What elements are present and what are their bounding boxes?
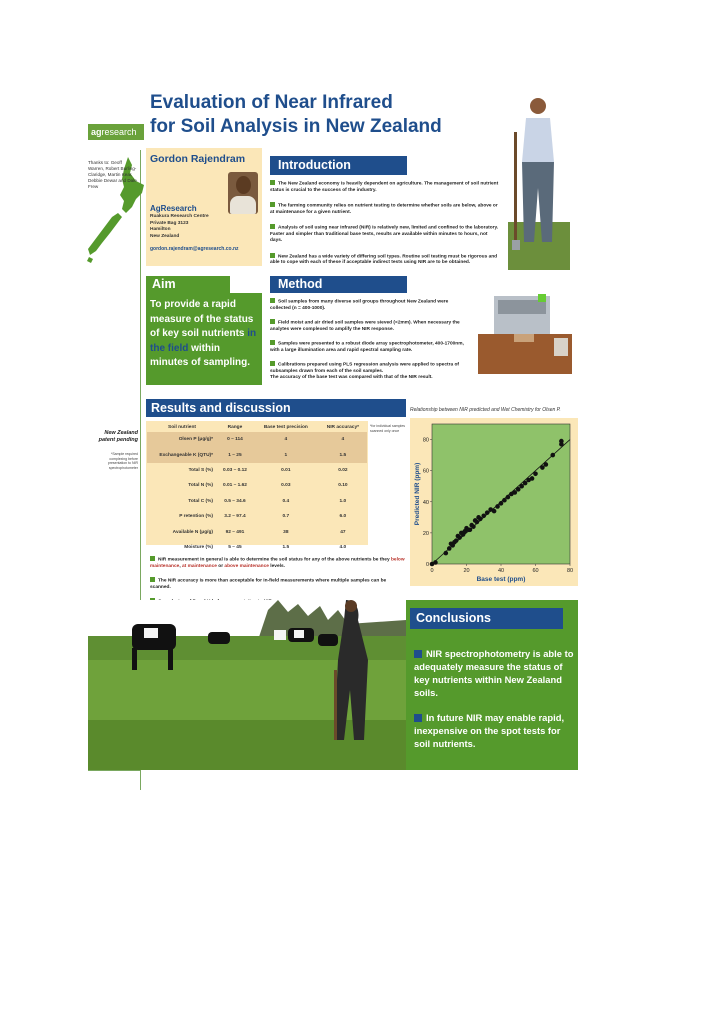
- results-body: NIR measurement in general is able to determine the soil status for any of the above nutrients be they below maintenance, at maintenance or above maintenance levels. The NIR accuracy is more than acceptable for in-field measurements where multiple samples can be scanned.: [150, 556, 405, 626]
- y-tick-label: 60: [422, 468, 429, 475]
- data-point: [513, 490, 518, 495]
- bullet-icon: [270, 253, 275, 258]
- column-header: Base test precision: [263, 425, 308, 430]
- organisation-name: AgResearch: [150, 204, 197, 213]
- bullet-icon: [270, 202, 275, 207]
- data-point: [478, 517, 483, 522]
- data-point: [454, 538, 459, 543]
- method-body: Soil samples from many diverse soil groups throughout New Zealand were collected (n = 400-1000). Field moist and air dried soil samples were sieved (<2mm). When necessary the analytes were complexed to amplify the NIR response. Samples were presented to a robust diode array spectrophotometer, 400-1700nm, with a large illumination area and rapid spectral sampling rate. Calibrations prepared using PLS regression analysis were applied to spectra of subsamples drawn from each of the soil samples. The accuracy of the base test was compared with that of the NIR result.: [270, 299, 464, 381]
- acknowledgements: Thanks to: Geoff Warren, Robert Burling-Claridge, Martin Kear, Debbie Dewar and Dale Frew: [88, 160, 137, 189]
- table-row: Total N (%) 0.01 – 1.62 0.03 0.10: [188, 483, 348, 489]
- data-point: [457, 535, 462, 540]
- spectrophotometer-photo: [474, 290, 576, 380]
- data-point: [530, 476, 535, 481]
- x-tick-label: 20: [463, 568, 470, 574]
- data-point: [481, 513, 486, 518]
- results-heading: Results and discussion: [146, 399, 406, 417]
- y-tick-label: 40: [422, 499, 429, 506]
- column-header: Range: [227, 425, 243, 430]
- table-row: Available N (μg/g) 92 – 491 38 47: [172, 529, 346, 535]
- bullet-icon: [414, 650, 422, 658]
- introduction-body: The New Zealand economy is heavily dependent on agriculture. The management of soil nutrient status is crucial to the success of the industry. The farming community relies on nutrient testing to determine whether soils are below, above or at maintenance for a given nutrient. Analysis of soil using near infrared (NIR) is relatively new, limited and confined to the laboratory. Faster and simpler than traditional base tests, results are available within minutes to hours, not days. New Zealand has a wide variety of differing soil types. Routine soil testing must be rigorous and able to cope with each of these if acceptable indirect tests using NIR are to be obtained.: [270, 181, 499, 266]
- method-heading: Method: [270, 276, 407, 293]
- divider-horizontal: [88, 770, 140, 771]
- data-point: [550, 453, 555, 458]
- data-point: [506, 495, 511, 500]
- column-header: NIR accuracy*: [326, 425, 359, 430]
- x-tick-label: 0: [430, 568, 434, 574]
- data-point: [559, 439, 564, 444]
- y-axis-label: Predicted NIR (ppm): [414, 462, 421, 526]
- data-point: [519, 484, 524, 489]
- poster-title: Evaluation of Near Infrared for Soil Analysis in New Zealand: [150, 92, 442, 137]
- farmer-photo: [508, 92, 570, 270]
- x-tick-label: 60: [532, 568, 539, 574]
- data-point: [492, 509, 497, 514]
- data-point: [468, 527, 473, 532]
- data-point: [485, 510, 490, 515]
- agresearch-logo: agresearch: [88, 124, 144, 140]
- data-point: [499, 501, 504, 506]
- bullet-icon: [150, 556, 155, 561]
- x-tick-label: 80: [566, 568, 574, 574]
- table-row: Total C (%) 0.5 – 34.6 0.4 1.0: [188, 498, 347, 504]
- bullet-icon: [270, 298, 275, 303]
- address: Ruakura Research Centre Private Bag 3123 Hamilton New Zealand: [150, 214, 209, 239]
- column-header: Soil nutrient: [168, 425, 196, 430]
- author-photo-face: [236, 176, 251, 194]
- bullet-icon: [150, 577, 155, 582]
- data-point: [502, 498, 507, 503]
- x-axis-label: Base test (ppm): [476, 576, 526, 583]
- data-point: [544, 462, 549, 467]
- table-row: Total S (%) 0.03 – 0.12 0.01 0.02: [188, 467, 348, 473]
- y-tick-label: 20: [422, 530, 429, 537]
- data-point: [444, 551, 449, 556]
- x-tick-label: 40: [497, 568, 505, 574]
- introduction-heading: Introduction: [270, 156, 407, 175]
- data-point: [523, 481, 528, 486]
- olsen-p-scatter-chart: [410, 418, 578, 586]
- soil-nutrient-table: [147, 423, 367, 555]
- author-email-link[interactable]: gordon.rajendram@agresearch.co.nz: [150, 246, 239, 252]
- chart-title: Relationship between NIR predicted and Wet Chemistry for Olsen P.: [410, 407, 561, 413]
- table-row: Olsen P (μg/g)* 0 – 114 4 4: [147, 432, 367, 447]
- author-photo-shirt: [230, 196, 256, 214]
- y-tick-label: 80: [422, 437, 429, 444]
- data-point: [540, 465, 545, 470]
- author-name: Gordon Rajendram: [150, 153, 246, 165]
- bullet-icon: [270, 180, 275, 185]
- field-cows-photo: [88, 600, 406, 770]
- data-point: [471, 524, 476, 529]
- nir-footnote: *for individual samples scanned only once: [370, 424, 406, 433]
- aim-heading: Aim: [146, 276, 230, 293]
- patent-pending: New Zealand patent pending: [98, 430, 138, 443]
- bullet-icon: [414, 714, 422, 722]
- bullet-icon: [270, 319, 275, 324]
- bullet-icon: [270, 340, 275, 345]
- data-point: [495, 504, 500, 509]
- bullet-icon: [270, 224, 275, 229]
- data-point: [533, 471, 538, 476]
- bullet-icon: [270, 361, 275, 366]
- table-row: P retention (%) 3.2 – 97.4 0.7 6.0: [179, 514, 347, 520]
- table-header-row: [147, 423, 367, 432]
- data-point: [475, 520, 480, 525]
- aim-text: To provide a rapid measure of the status of key soil nutrients in the field within minutes of sampling.: [150, 299, 257, 368]
- conclusions-heading: Conclusions: [410, 608, 563, 629]
- data-point: [516, 487, 521, 492]
- y-tick-label: 0: [425, 562, 429, 568]
- data-point: [447, 546, 452, 551]
- conclusions-text: NIR spectrophotometry is able to adequately measure the status of key nutrients within New Zealand soils. In future NIR may enable rapid, inexpensive on the spot tests for soil nutrients.: [414, 648, 574, 749]
- table-row: Exchangeable K (QTU)* 1 – 25 1 1.5: [147, 447, 367, 462]
- patent-footnote: *Sample required complexing before presentation to NIR spectrophotometer: [107, 452, 138, 470]
- table-row: Moisture (%) 5 – 45 1.5 4.0: [184, 544, 347, 550]
- data-point: [433, 560, 438, 565]
